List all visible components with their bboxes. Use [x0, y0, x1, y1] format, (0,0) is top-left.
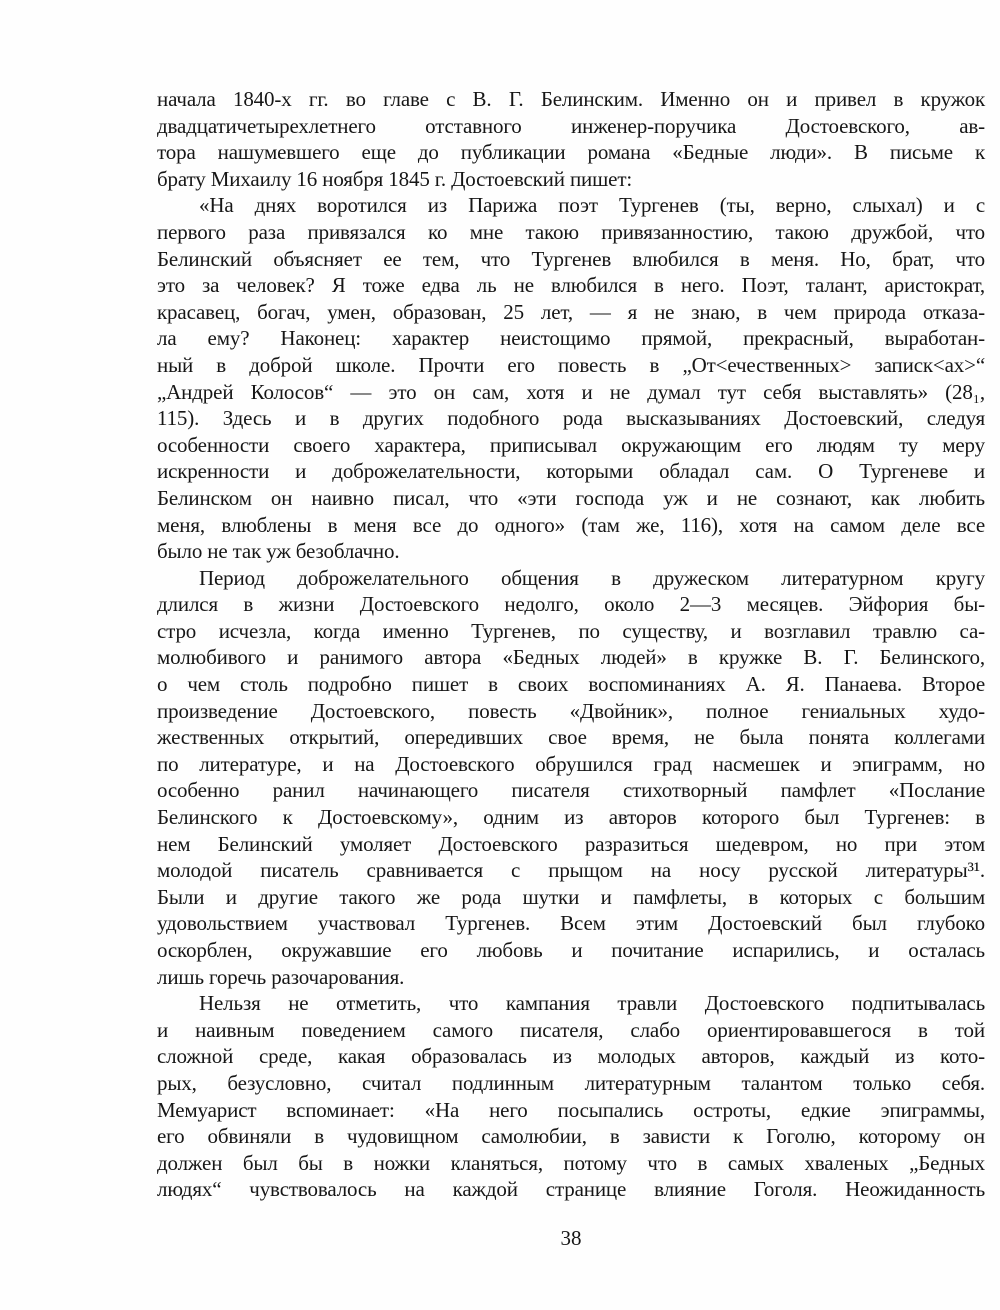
text-line: „Андрей Колосов“ — это он сам, хотя и не думал тут себя выставлять» (28₁, — [157, 379, 985, 404]
text-line: «На днях воротился из Парижа поэт Тургенев (ты, верно, слыхал) и с — [199, 193, 985, 218]
text-line: удовольствием участвовал Тургенев. Всем этим Достоевский был глубоко — [157, 911, 985, 936]
page-number: 38 — [560, 1226, 582, 1250]
text-line: Мемуарист вспоминает: «На него посыпались остроты, едкие эпиграммы, — [157, 1097, 985, 1122]
text-line: особенно ранил начинающего писателя стихотворный памфлет «Послание — [157, 778, 985, 803]
text-line: Период доброжелательного общения в дружеском литературном кругу — [199, 565, 985, 590]
text-line: Белинский объясняет ее тем, что Тургенев влюбился в меня. Но, брат, что — [157, 246, 985, 271]
text-line: нем Белинский умоляет Достоевского разразиться шедевром, но при этом — [157, 831, 985, 856]
text-line: это за человек? Я тоже едва ль не влюбился в него. Поэт, талант, аристократ, — [157, 273, 985, 298]
text-line: лишь горечь разочарования. — [157, 964, 405, 989]
text-line: молюбивого и ранимого автора «Бедных людей» в кружке В. Г. Белинского, — [157, 645, 985, 670]
text-line: ла ему? Наконец: характер неистощимо прямой, прекрасный, выработан- — [157, 326, 985, 351]
text-line: о чем столь подробно пишет в своих воспоминаниях А. Я. Панаева. Второе — [157, 672, 985, 697]
text-line: Белинского к Достоевскому», одним из авторов которого был Тургенев: в — [157, 805, 985, 830]
text-line: начала 1840-х гг. во главе с В. Г. Белинским. Именно он и привел в кружок — [157, 87, 985, 111]
text-line: оскорблен, окружавшие его любовь и почитание испарились, и осталась — [157, 938, 985, 962]
text-line: 115). Здесь и в других подобного рода высказываниях Достоевский, следуя — [157, 406, 985, 431]
text-line: было не так уж безоблачно. — [157, 539, 400, 564]
text-line: Белинском он наивно писал, что «эти господа уж и не сознают, как любить — [157, 485, 985, 510]
text-line: его обвиняли в чудовищном самолюбии, в зависти к Гоголю, которому он — [157, 1124, 985, 1149]
text-line: Были и другие такого же рода шутки и памфлеты, в которых с большим — [157, 884, 985, 909]
text-line: ный в доброй школе. Прочти его повесть в „От<ечественных> записк<ах>“ — [157, 352, 985, 377]
page-text-block — [157, 86, 985, 1203]
text-line: первого раза привязался ко мне такою привязанностию, такою дружбой, что — [157, 219, 985, 244]
text-line: тора нашумевшего еще до публикации романа «Бедные люди». В письме к — [157, 140, 985, 165]
text-line: рых, безусловно, считал подлинным литературным талантом только себя. — [157, 1070, 985, 1095]
text-line: людях“ чувствовалось на каждой странице влияние Гоголя. Неожиданность — [157, 1177, 985, 1202]
text-line: произведение Достоевского, повесть «Двойник», полное гениальных худо- — [157, 698, 985, 723]
text-line: брату Михаилу 16 ноября 1845 г. Достоевский пишет: — [157, 166, 633, 191]
text-line: особенности своего характера, приписывал окружающим его людям ту меру — [157, 432, 985, 457]
text-line: Нельзя не отметить, что кампания травли Достоевского подпитывалась — [199, 991, 985, 1016]
text-line: двадцатичетырехлетнего отставного инженер-поручика Достоевского, ав- — [157, 113, 985, 138]
text-line: по литературе, и на Достоевского обрушился град насмешек и эпиграмм, но — [157, 751, 985, 776]
text-line: жественных открытий, опередивших свое время, не была понята коллегами — [157, 725, 985, 750]
text-line: стро исчезла, когда именно Тургенев, по существу, и возглавил травлю са- — [157, 618, 985, 643]
text-line: искренности и доброжелательности, которыми обладал сам. О Тургеневе и — [157, 459, 985, 484]
text-line: сложной среде, какая образовалась из молодых авторов, каждый из кото- — [157, 1044, 985, 1069]
text-line: длился в жизни Достоевского недолго, около 2—3 месяцев. Эйфория бы- — [157, 592, 985, 617]
text-line: и наивным поведением самого писателя, слабо ориентировавшегося в той — [157, 1017, 985, 1042]
text-line: красавец, богач, умен, образован, 25 лет, — я не знаю, в чем природа отказа- — [157, 299, 985, 324]
text-line: меня, влюблены в меня все до одного» (там же, 116), хотя на самом деле все — [157, 512, 985, 537]
text-line: молодой писатель сравнивается с прыщом на носу русской литературы³¹. — [157, 858, 985, 883]
text-line: должен был бы в ножки кланяться, потому что в самых хваленых „Бедных — [157, 1150, 985, 1175]
